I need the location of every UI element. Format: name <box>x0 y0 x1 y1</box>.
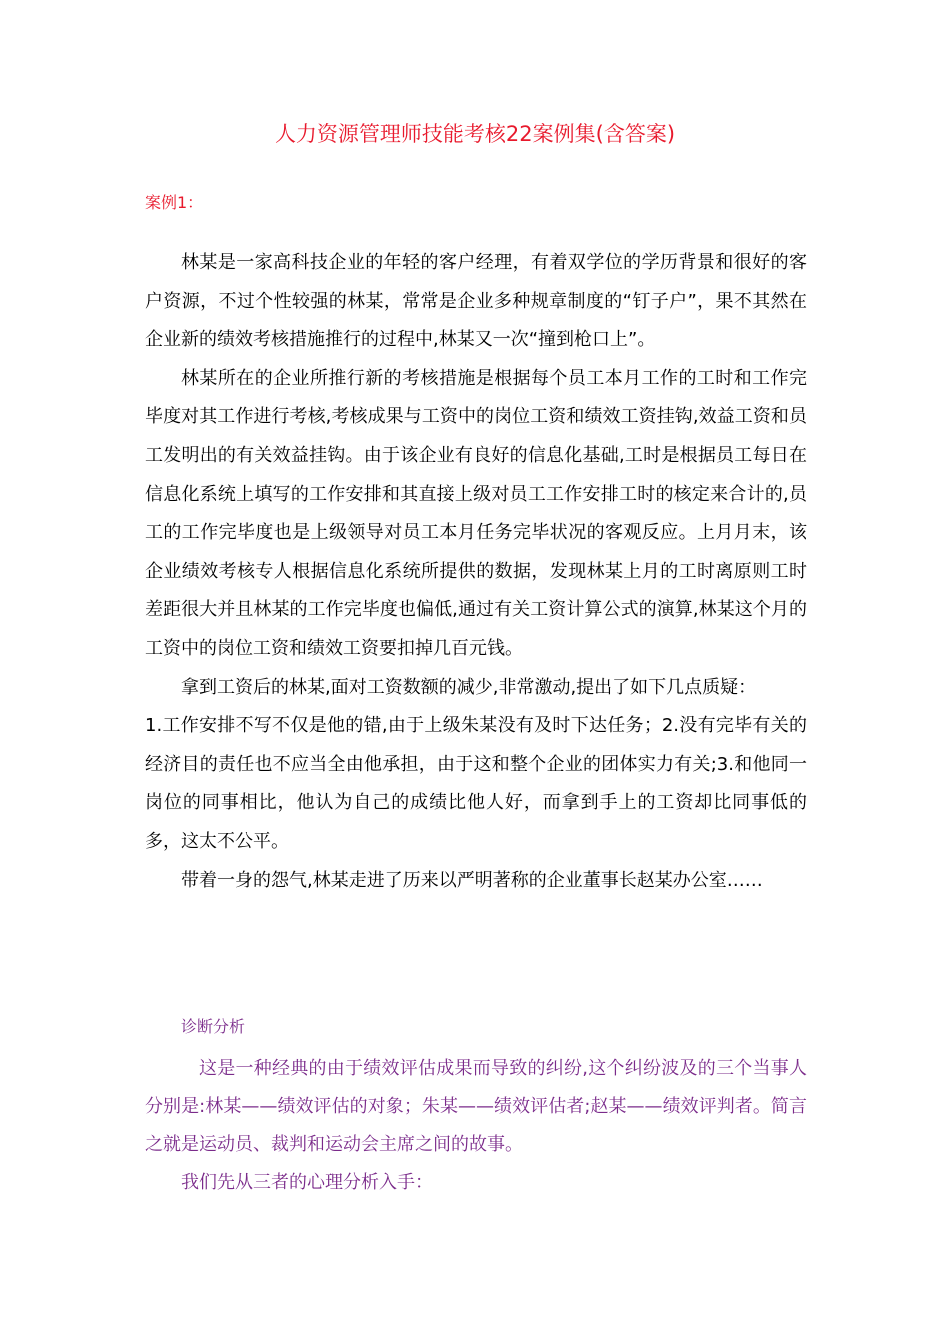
paragraph: 带着一身的怨气,林某走进了历来以严明著称的企业董事长赵某办公室…… <box>181 869 763 891</box>
case-body <box>145 244 807 900</box>
paragraph: 林某是一家高科技企业的年轻的客户经理，有着双学位的学历背景和很好的客户资源，不过个性较强的林某，常常是企业多种规章制度的“钉子户”，果不其然在企业新的绩效考核措施推行的过程中,林某又一次“撞到枪口上”。 <box>145 252 807 351</box>
case-label: 案例1： <box>145 193 204 212</box>
paragraph: 1.工作安排不写不仅是他的错,由于上级朱某没有及时下达任务；2.没有完毕有关的经济目的责任也不应当全由他承担，由于这和整个企业的团体实力有关;3.和他同一岗位的同事相比，他认为自己的成绩比他人好，而拿到手上的工资却比同事低的多，这太不公平。 <box>145 715 807 852</box>
paragraph: 林某所在的企业所推行新的考核措施是根据每个员工本月工作的工时和工作完毕度对其工作进行考核,考核成果与工资中的岗位工资和绩效工资挂钩,效益工资和员工发明出的有关效益挂钩。由于该企业有良好的信息化基础,工时是根据员工每日在信息化系统上填写的工作安排和其直接上级对员工工作安排工时的核定来合计的,员工的工作完毕度也是上级领导对员工本月任务完毕状况的客观反应。上月月末，该企业绩效考核专人根据信息化系统所提供的数据，发现林某上月的工时离原则工时差距很大并且林某的工作完毕度也偏低,通过有关工资计算公式的演算,林某这个月的工资中的岗位工资和绩效工资要扣掉几百元钱。 <box>145 367 807 659</box>
analysis-section <box>145 1008 807 1202</box>
analysis-paragraph: 我们先从三者的心理分析入手： <box>181 1172 433 1193</box>
document-title: 人力资源管理师技能考核22案例集(含答案) <box>274 122 676 146</box>
analysis-heading: 诊断分析 <box>181 1017 246 1036</box>
paragraph: 拿到工资后的林某,面对工资数额的减少,非常激动,提出了如下几点质疑： <box>181 676 757 698</box>
analysis-paragraph: 这是一种经典的由于绩效评估成果而导致的纠纷,这个纠纷波及的三个当事人分别是:林某——绩效评估的对象；朱某——绩效评估者;赵某——绩效评判者。简言之就是运动员、裁判和运动会主席之间的故事。 <box>145 1058 807 1155</box>
